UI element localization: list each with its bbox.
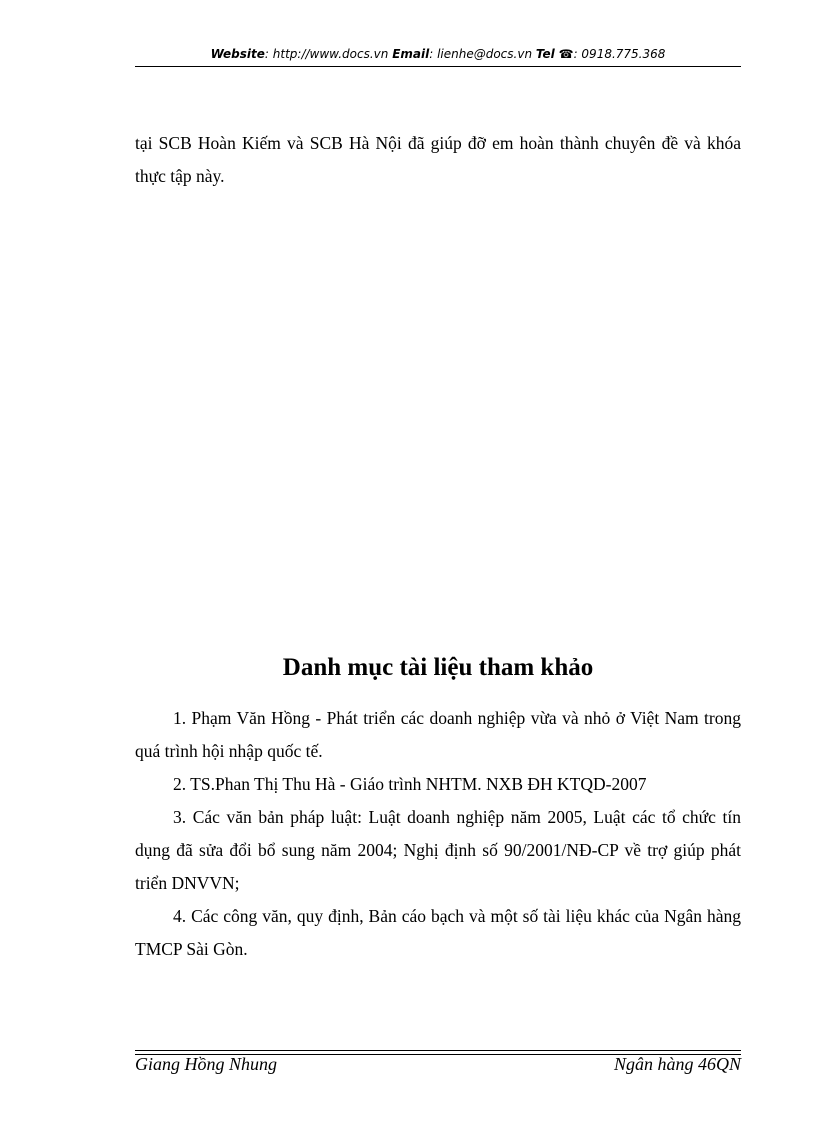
references-title: Danh mục tài liệu tham khảo (282, 654, 594, 681)
phone-icon: ☎ (558, 47, 574, 61)
header-divider (135, 66, 741, 67)
email-label: Email (392, 47, 430, 61)
email-value: : lienhe@docs.vn (429, 47, 533, 61)
tel-label: Tel (535, 47, 555, 61)
tel-value: : 0918.775.368 (573, 47, 666, 61)
footer-class: Ngân hàng 46QN (613, 1054, 741, 1074)
reference-item: 2. TS.Phan Thị Thu Hà - Giáo trình NHTM. NXB ĐH KTQD-2007 (173, 774, 647, 794)
page-header (135, 47, 741, 61)
reference-item: 4. Các công văn, quy định, Bản cáo bạch và một số tài liệu khác của Ngân hàng TMCP Sài Gòn. (135, 906, 741, 959)
reference-item: 3. Các văn bản pháp luật: Luật doanh nghiệp năm 2005, Luật các tổ chức tín dụng đã sửa đổi bổ sung năm 2004; Nghị định số 90/2001/NĐ-CP về trợ giúp phát triển DNVVN; (135, 807, 741, 893)
reference-item: 1. Phạm Văn Hồng - Phát triển các doanh nghiệp vừa và nhỏ ở Việt Nam trong quá trình hội nhập quốc tế. (135, 708, 741, 761)
website-label: Website (210, 47, 265, 61)
references-list (135, 702, 741, 966)
footer-author: Giang Hồng Nhung (135, 1054, 278, 1074)
website-value: : http://www.docs.vn (264, 47, 389, 61)
intro-paragraph: tại SCB Hoàn Kiếm và SCB Hà Nội đã giúp đỡ em hoàn thành chuyên đề và khóa thực tập này. (135, 133, 741, 186)
